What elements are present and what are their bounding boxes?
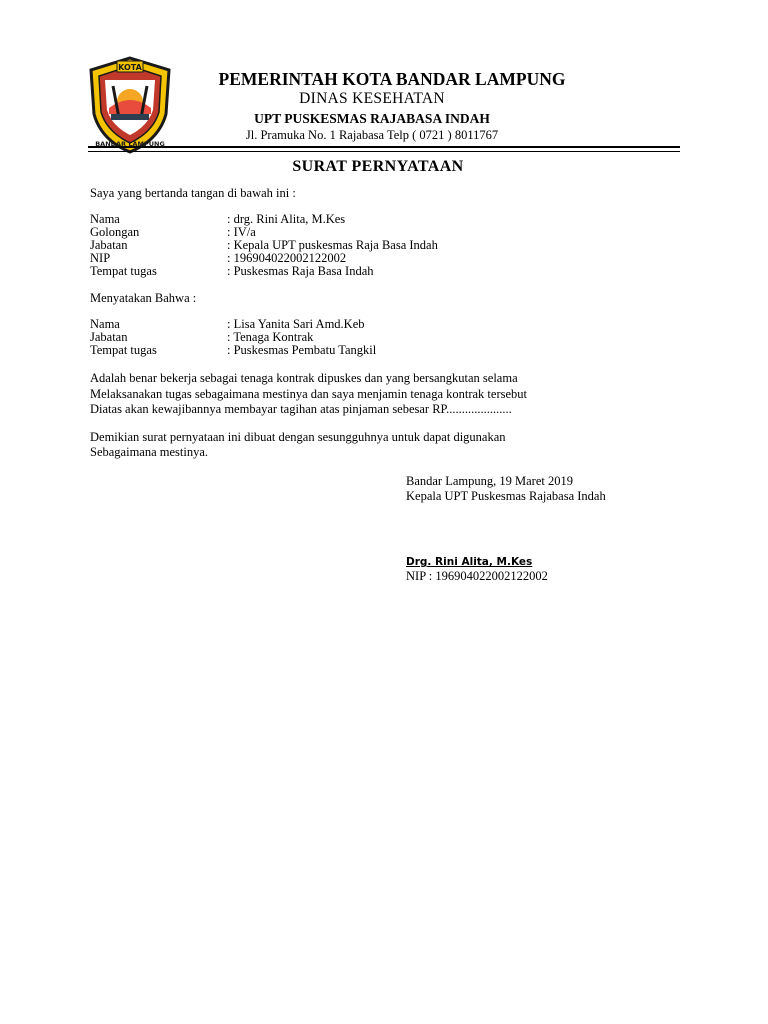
subject-value-nama: : Lisa Yanita Sari Amd.Keb: [227, 317, 365, 331]
signatory-name: Drg. Rini Alita, M.Kes: [406, 556, 533, 568]
subject-value-jabatan: : Tenaga Kontrak: [227, 330, 314, 344]
document-title: SURAT PERNYATAAN: [292, 158, 464, 175]
signer-value-jabatan: : Kepala UPT puskesmas Raja Basa Indah: [227, 238, 438, 252]
subject-label-tempat: Tempat tugas: [90, 343, 157, 357]
subject-label-nama: Nama: [90, 317, 120, 331]
paragraph1-line1: Adalah benar bekerja sebagai tenaga kontrak dipuskes dan yang bersangkutan selama: [90, 371, 518, 385]
paragraph1-line2: Melaksanakan tugas sebagaimana mestinya dan saya menjamin tenaga kontrak tersebut: [90, 387, 527, 401]
signer-label-nip: NIP: [90, 251, 111, 265]
signer-value-nama: : drg. Rini Alita, M.Kes: [227, 212, 346, 226]
city-emblem-logo: [89, 56, 171, 154]
signer-label-nama: Nama: [90, 212, 120, 226]
signer-label-tempat: Tempat tugas: [90, 264, 157, 278]
subject-value-tempat: : Puskesmas Pembatu Tangkil: [227, 343, 377, 357]
government-heading: PEMERINTAH KOTA BANDAR LAMPUNG: [218, 69, 566, 89]
paragraph1-line3: Diatas akan kewajibannya membayar tagihan atas pinjaman sebesar RP.....................: [90, 402, 512, 416]
signer-value-tempat: : Puskesmas Raja Basa Indah: [227, 264, 374, 278]
paragraph2-line2: Sebagaimana mestinya.: [90, 445, 209, 459]
logo-top-text: KOTA: [118, 63, 142, 72]
statement-intro: Menyatakan Bahwa :: [90, 291, 197, 305]
closing-place-date: Bandar Lampung, 19 Maret 2019: [406, 474, 573, 488]
signer-label-golongan: Golongan: [90, 225, 140, 239]
letterhead-rule-thick: [88, 146, 680, 148]
unit-heading: UPT PUSKESMAS RAJABASA INDAH: [254, 111, 490, 126]
department-heading: DINAS KESEHATAN: [299, 90, 445, 107]
logo-bottom-text: BANDAR LAMPUNG: [95, 140, 165, 148]
letterhead-rule-thin: [88, 151, 680, 152]
closing-position: Kepala UPT Puskesmas Rajabasa Indah: [406, 489, 606, 503]
paragraph2-line1: Demikian surat pernyataan ini dibuat dengan sesungguhnya untuk dapat digunakan: [90, 430, 506, 444]
signer-value-golongan: : IV/a: [227, 225, 256, 239]
signer-label-jabatan: Jabatan: [90, 238, 128, 252]
address-line: Jl. Pramuka No. 1 Rajabasa Telp ( 0721 ) 8011767: [245, 128, 499, 142]
subject-label-jabatan: Jabatan: [90, 330, 128, 344]
signatory-nip: NIP : 196904022002122002: [406, 569, 548, 583]
signer-value-nip: : 196904022002122002: [227, 251, 347, 265]
intro-text: Saya yang bertanda tangan di bawah ini :: [90, 186, 296, 200]
